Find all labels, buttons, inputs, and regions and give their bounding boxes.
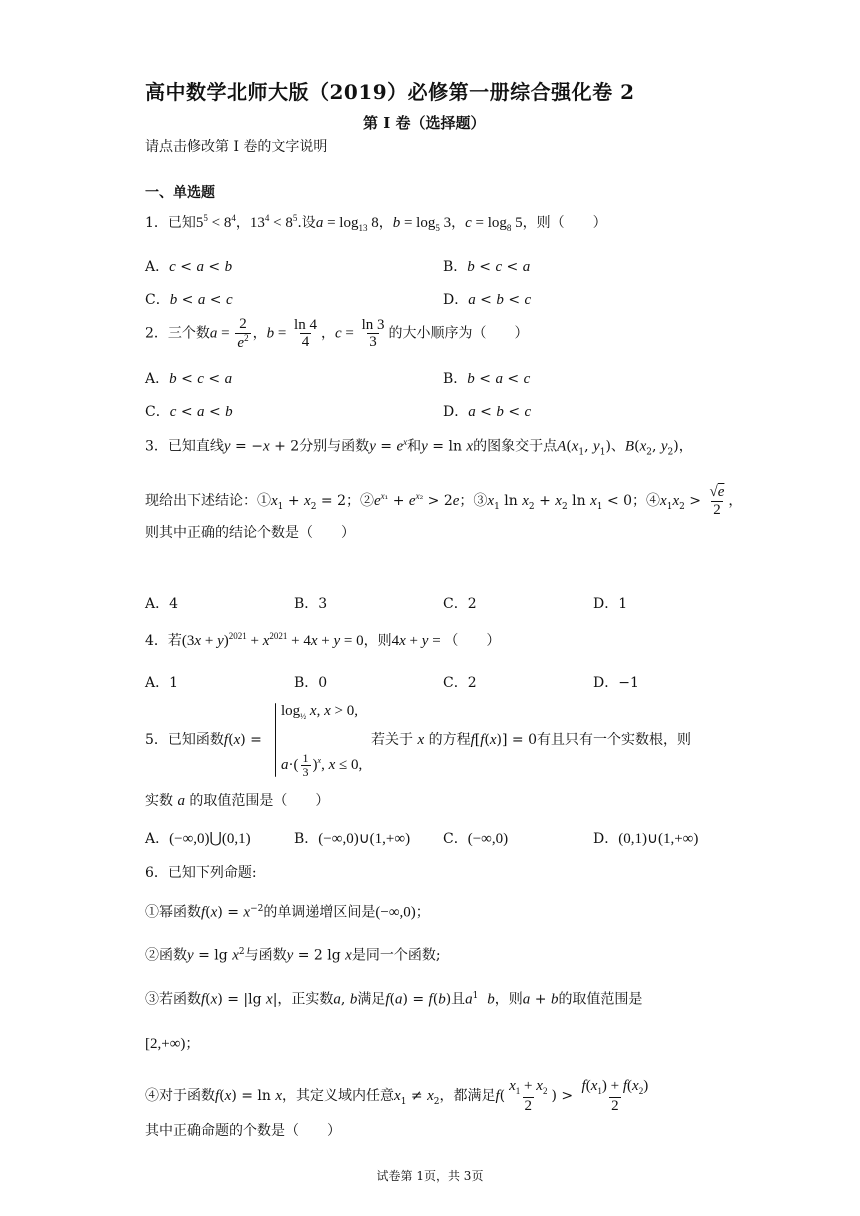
q5-option-a[interactable]: A．(−∞,0)⋃(0,1) <box>145 831 251 847</box>
part-instruction[interactable]: 请点击修改第 I 卷的文字说明 <box>145 139 328 155</box>
question-3-line-3: 则其中正确的结论个数是（ ） <box>145 525 355 541</box>
question-6-prompt: 其中正确命题的个数是（ ） <box>145 1123 341 1139</box>
q5-option-d[interactable]: D．(0,1)∪(1,+∞) <box>593 831 699 847</box>
question-3-line-2: 现给出下述结论：$①x_1 + x_2 = 2$；$②e^{x_1} + e^{x_2} > 2e$；$③x_1$ $\ln x_2 + x_2$ $\ln x_1 < 0$；$④x_1x_2$ > $\frac{√e}{2}$ ， <box>145 484 743 518</box>
q2-stem: 2．三个数 <box>145 325 210 342</box>
piecewise-case-1: $\log_{\frac{1}{2}} x$, x > 0, <box>281 703 358 721</box>
section-heading: 一、单选题 <box>145 185 215 201</box>
q3-option-c[interactable]: C．2 <box>443 596 477 612</box>
q1-option-d[interactable]: D．a < b < c <box>443 292 532 308</box>
question-2: 2．三个数a = $\frac{2}{e^2}$ ，b = $\frac{\ln 4}{4}$ ，c = $\frac{\ln 3}{3}$ 的大小顺序为（ ） <box>145 316 529 351</box>
q2-stem-tail: 的大小顺序为（ ） <box>388 325 529 342</box>
q5-option-c[interactable]: C．(−∞,0) <box>443 831 509 847</box>
page-footer: 试卷第 1页，共 3页 <box>376 1169 484 1183</box>
q3-option-a[interactable]: A．4 <box>145 596 179 612</box>
question-5-line-2: 实数 a 的取值范围是（ ） <box>145 793 330 809</box>
q2-option-a[interactable]: A．b < c < a <box>145 371 233 387</box>
question-3-line-1: 3．已知直线y = −x + 2分别与函数$y = e^x$和y = ln x的图象交于点$A(x_1$, $y_1$)、$B(x_2$, $y_2$)， <box>145 437 693 458</box>
q1-option-c[interactable]: C．b < a < c <box>145 292 233 308</box>
q2-option-c[interactable]: C．c < a < b <box>145 404 233 420</box>
part-title: 第 I 卷（选择题） <box>363 114 486 132</box>
q4-option-c[interactable]: C．2 <box>443 675 477 691</box>
q1-option-a[interactable]: A．c < a < b <box>145 259 233 275</box>
q3-option-b[interactable]: B．3 <box>294 596 328 612</box>
q6-proposition-3-range: [2,+∞)； <box>145 1036 200 1052</box>
question-4: 4．若$(3x + y)^{2021} + x^{2021} + 4x + y = 0$，则4x + y = （ ） <box>145 631 501 649</box>
q6-proposition-3: ③若函数f(x) = |lg x|，正实数a, b满足f(a) = f(b)且$a^1$ b，则a + b的取值范围是 <box>145 991 643 1008</box>
q4-option-d[interactable]: D．−1 <box>593 675 639 691</box>
question-1: 1．已知$5^5 < 8^4$，$13^4 < 8^5$.设$a = \log_{13} 8$，$b = \log_5 3$，$c = \log_8 5$，则（ ） <box>145 213 607 233</box>
question-5-tail: 若关于 x 的方程f[f(x)] = 0有且只有一个实数根，则 <box>371 732 691 748</box>
q4-option-b[interactable]: B．0 <box>294 675 328 691</box>
q6-proposition-2: ②函数$y = \lg x^2$与函数y = 2 lg x是同一个函数; <box>145 947 441 964</box>
piecewise-case-2: a·( $\frac{1}{3}$ )$^x$, x ≤ 0, <box>281 751 363 780</box>
q1-stem-c: ，则（ ） <box>522 215 607 231</box>
q5-option-b[interactable]: B．(−∞,0)∪(1,+∞) <box>294 831 411 847</box>
q1-stem-b: .设 <box>297 215 316 231</box>
q4-option-a[interactable]: A．1 <box>145 675 179 691</box>
q3-option-d[interactable]: D．1 <box>593 596 628 612</box>
q2-option-b[interactable]: B．b < a < c <box>443 371 531 387</box>
q1-stem-a: 1．已知 <box>145 215 196 231</box>
paper-title: 高中数学北师大版（2019）必修第一册综合强化卷 2 <box>145 80 635 104</box>
q1-option-b[interactable]: B．b < c < a <box>443 259 531 275</box>
q6-proposition-1: ①幂函数$f(x) = x^{-2}$的单调递增区间是(−∞,0)； <box>145 904 430 921</box>
question-6: 6．已知下列命题: <box>145 865 257 881</box>
question-5: 5．已知函数f(x) = <box>145 732 262 748</box>
piecewise-brace <box>275 703 276 777</box>
q2-option-d[interactable]: D．a < b < c <box>443 404 532 420</box>
q6-proposition-4: ④对于函数f(x) = ln x，其定义域内任意$x_1 \ne x_2$，都满足f( $\frac{x_1 + x_2}{2}$ ) > $\frac{f(x_1) + f(x_2)}{2}$ <box>145 1078 649 1114</box>
